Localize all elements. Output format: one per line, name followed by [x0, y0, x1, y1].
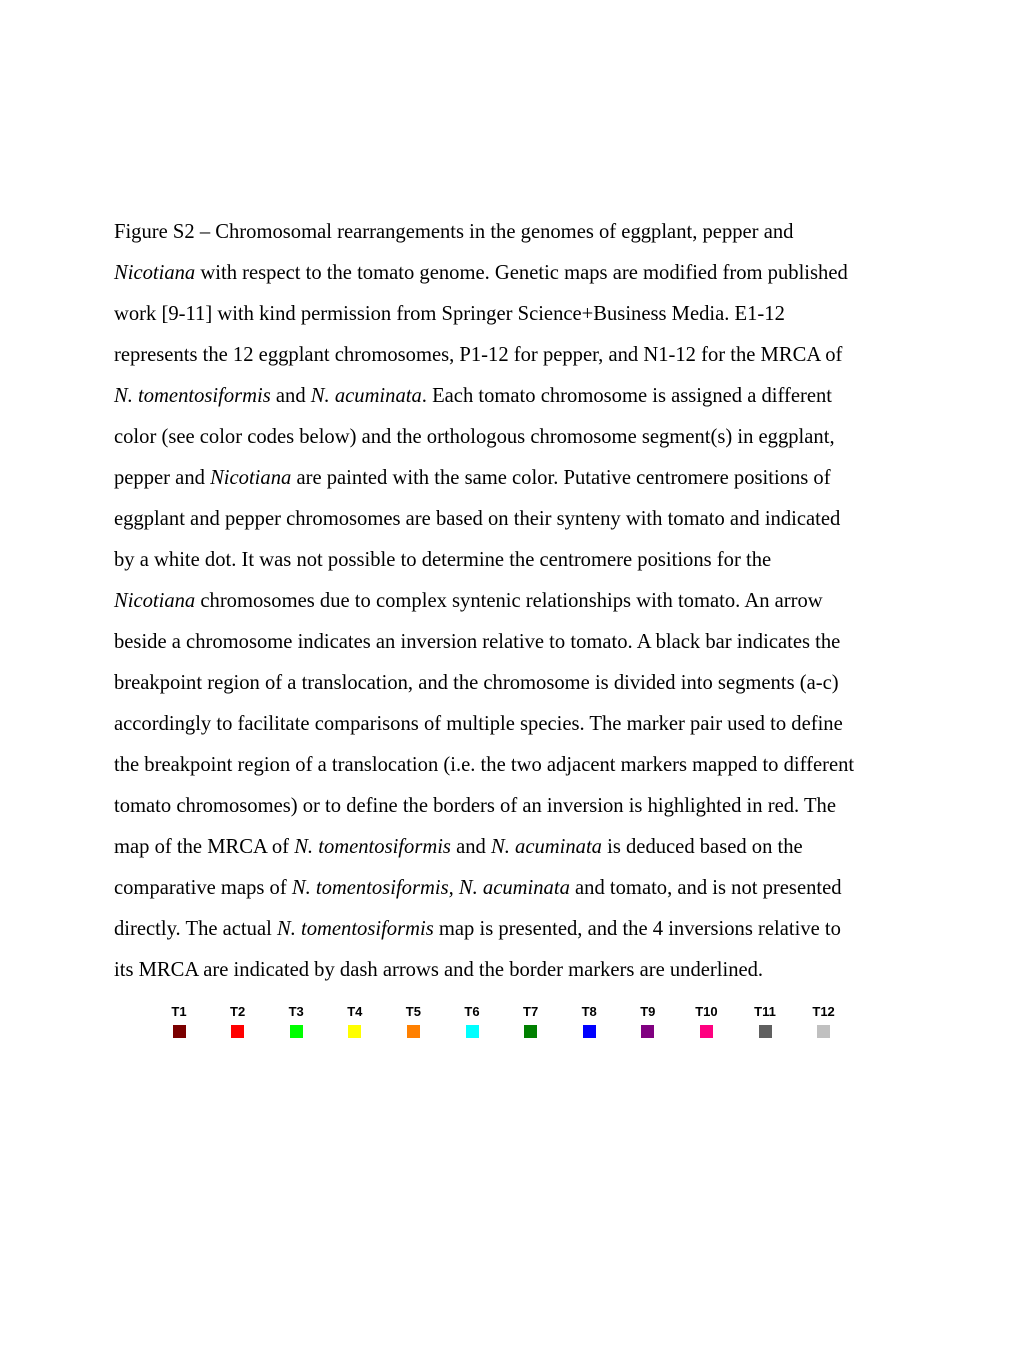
caption-text: Figure S2 – Chromosomal rearrangements in the genomes of eggplant, pepper and	[114, 221, 794, 243]
legend-item-t9	[628, 1004, 668, 1038]
caption-text: the breakpoint region of a translocation (i.e. the two adjacent markers mapped to different	[114, 754, 855, 776]
figure-caption	[114, 212, 944, 991]
caption-line	[114, 212, 944, 253]
caption-text: eggplant and pepper chromosomes are based on their synteny with tomato and indicated	[114, 508, 841, 530]
caption-line	[114, 909, 944, 950]
caption-italic-text: N. tomentosiformis, N. acuminata	[291, 877, 570, 899]
caption-text: with respect to the tomato genome. Genetic maps are modified from published	[195, 262, 848, 284]
caption-text: directly. The actual	[114, 918, 277, 940]
caption-line	[114, 581, 944, 622]
legend-label: T8	[581, 1004, 597, 1019]
caption-text: map of the MRCA of	[114, 836, 295, 858]
legend-item-t3	[276, 1004, 316, 1038]
caption-line	[114, 663, 944, 704]
caption-italic-text: N. tomentosiformis	[294, 836, 451, 858]
caption-text: and	[450, 836, 491, 858]
caption-text: and	[270, 385, 311, 407]
legend-item-t7	[511, 1004, 551, 1038]
legend-label: T7	[523, 1004, 539, 1019]
color-legend	[160, 1004, 860, 1044]
caption-italic-text: N. tomentosiformis	[276, 918, 434, 940]
legend-item-t6	[452, 1004, 492, 1038]
caption-text: . Each tomato chromosome is assigned a different	[421, 385, 833, 407]
legend-label: T11	[754, 1004, 776, 1019]
caption-line	[114, 253, 944, 294]
caption-text: by a white dot. It was not possible to determine the centromere positions for the	[114, 549, 772, 571]
legend-swatch	[641, 1025, 654, 1038]
caption-line	[114, 376, 944, 417]
legend-swatch	[407, 1025, 420, 1038]
caption-text: chromosomes due to complex syntenic relationships with tomato. An arrow	[195, 590, 823, 612]
caption-italic-text: N. acuminata	[310, 385, 422, 407]
caption-text: beside a chromosome indicates an inversion relative to tomato. A black bar indicates the	[114, 631, 841, 653]
legend-item-t11	[745, 1004, 785, 1038]
legend-item-t10	[686, 1004, 726, 1038]
legend-item-t1	[159, 1004, 199, 1038]
legend-label: T4	[347, 1004, 363, 1019]
legend-label: T2	[230, 1004, 246, 1019]
legend-swatch	[173, 1025, 186, 1038]
caption-text: color (see color codes below) and the orthologous chromosome segment(s) in eggplant,	[114, 426, 835, 448]
caption-line	[114, 458, 944, 499]
caption-text: tomato chromosomes) or to define the borders of an inversion is highlighted in red. The	[114, 795, 836, 817]
caption-text: is deduced based on the	[601, 836, 803, 858]
caption-text: are painted with the same color. Putative centromere positions of	[291, 467, 831, 489]
legend-label: T10	[695, 1004, 718, 1019]
legend-item-t4	[335, 1004, 375, 1038]
legend-item-t5	[393, 1004, 433, 1038]
caption-line	[114, 786, 944, 827]
caption-text: breakpoint region of a translocation, and the chromosome is divided into segments (a-c)	[114, 672, 839, 694]
legend-swatch	[348, 1025, 361, 1038]
legend-item-t12	[804, 1004, 844, 1038]
legend-swatch	[524, 1025, 537, 1038]
caption-line	[114, 294, 944, 335]
caption-text: map is presented, and the 4 inversions relative to	[433, 918, 841, 940]
caption-italic-text: Nicotiana	[210, 467, 292, 489]
caption-line	[114, 950, 944, 991]
legend-label: T9	[640, 1004, 656, 1019]
legend-label: T1	[171, 1004, 187, 1019]
legend-item-t2	[218, 1004, 258, 1038]
legend-swatch	[583, 1025, 596, 1038]
caption-line	[114, 868, 944, 909]
legend-label: T5	[405, 1004, 421, 1019]
caption-italic-text: N. tomentosiformis	[114, 385, 271, 407]
caption-line	[114, 622, 944, 663]
legend-label: T12	[812, 1004, 835, 1019]
caption-text: its MRCA are indicated by dash arrows and the border markers are underlined.	[114, 959, 764, 981]
legend-label: T3	[288, 1004, 304, 1019]
caption-italic-text: N. acuminata	[490, 836, 602, 858]
legend-item-t8	[569, 1004, 609, 1038]
legend-swatch	[290, 1025, 303, 1038]
legend-swatch	[700, 1025, 713, 1038]
caption-text: and tomato, and is not presented	[569, 877, 842, 899]
caption-italic-text: Nicotiana	[114, 590, 196, 612]
caption-line	[114, 417, 944, 458]
caption-line	[114, 540, 944, 581]
caption-text: work [9-11] with kind permission from Springer Science+Business Media. E1-12	[114, 303, 785, 325]
legend-swatch	[817, 1025, 830, 1038]
caption-line	[114, 745, 944, 786]
caption-text: pepper and	[114, 467, 211, 489]
caption-line	[114, 704, 944, 745]
caption-line	[114, 335, 944, 376]
caption-text: accordingly to facilitate comparisons of multiple species. The marker pair used to define	[114, 713, 843, 735]
legend-label: T6	[464, 1004, 480, 1019]
legend-swatch	[466, 1025, 479, 1038]
caption-italic-text: Nicotiana	[114, 262, 196, 284]
caption-text: represents the 12 eggplant chromosomes, P1-12 for pepper, and N1-12 for the MRCA of	[114, 344, 843, 366]
legend-swatch	[231, 1025, 244, 1038]
caption-line	[114, 499, 944, 540]
legend-swatch	[759, 1025, 772, 1038]
caption-line	[114, 827, 944, 868]
caption-text: comparative maps of	[114, 877, 292, 899]
